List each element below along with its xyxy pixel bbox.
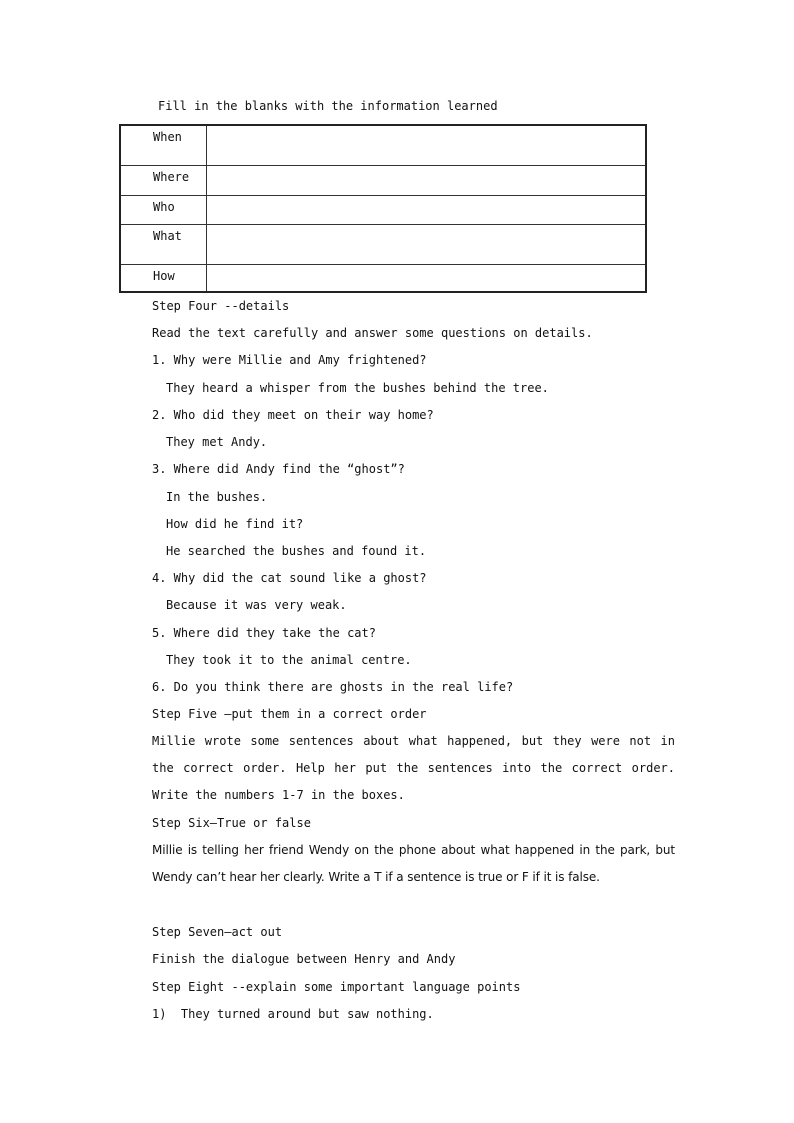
step-five-text: Millie wrote some sentences about what happened, but they were not in the correct order. Help her put the sentences into the correct order. Write the numbers 1-7 in the boxes.: [152, 734, 675, 802]
step-six-heading: Step Six—True or false: [152, 816, 311, 830]
step-six-text: Millie is telling her friend Wendy on the phone about what happened in the park, but Wendy can’t hear her clearly. Write a T if a sentence is true or F if it is false.: [152, 843, 675, 884]
row-label-when: When: [120, 125, 206, 165]
section-heading: Fill in the blanks with the information learned: [158, 99, 498, 113]
table-row: [120, 224, 646, 264]
row-value-what[interactable]: [206, 224, 646, 264]
language-point-1: 1) They turned around but saw nothing.: [152, 1007, 434, 1021]
answer-3: In the bushes.: [166, 490, 268, 504]
question-1: 1. Why were Millie and Amy frightened?: [152, 353, 427, 367]
step-seven-heading: Step Seven—act out: [152, 925, 283, 939]
question-5: 5. Where did they take the cat?: [152, 626, 376, 640]
row-value-who[interactable]: [206, 195, 646, 224]
step-seven-text: Finish the dialogue between Henry and Andy: [152, 952, 456, 966]
step-four-heading: Step Four --details: [152, 299, 290, 313]
step-five-heading: Step Five –put them in a correct order: [152, 707, 427, 721]
answer-4: Because it was very weak.: [166, 598, 347, 612]
table-row: [120, 264, 646, 292]
answer-5: They took it to the animal centre.: [166, 653, 412, 667]
info-table: [119, 124, 647, 293]
question-4: 4. Why did the cat sound like a ghost?: [152, 571, 427, 585]
row-label-who: Who: [120, 195, 206, 224]
row-label-where: Where: [120, 165, 206, 195]
step-eight-heading: Step Eight --explain some important language points: [152, 980, 521, 994]
answer-1: They heard a whisper from the bushes behind the tree.: [166, 381, 549, 395]
row-label-what: What: [120, 224, 206, 264]
row-label-how: How: [120, 264, 206, 292]
row-value-how[interactable]: [206, 264, 646, 292]
step-four-intro: Read the text carefully and answer some questions on details.: [152, 326, 593, 340]
question-3: 3. Where did Andy find the “ghost”?: [152, 462, 405, 476]
question-3b: How did he find it?: [166, 517, 304, 531]
row-value-when[interactable]: [206, 125, 646, 165]
answer-3b: He searched the bushes and found it.: [166, 544, 427, 558]
table-row: [120, 195, 646, 224]
table-row: [120, 165, 646, 195]
answer-2: They met Andy.: [166, 435, 268, 449]
question-6: 6. Do you think there are ghosts in the real life?: [152, 680, 514, 694]
question-2: 2. Who did they meet on their way home?: [152, 408, 434, 422]
row-value-where[interactable]: [206, 165, 646, 195]
table-row: [120, 125, 646, 165]
